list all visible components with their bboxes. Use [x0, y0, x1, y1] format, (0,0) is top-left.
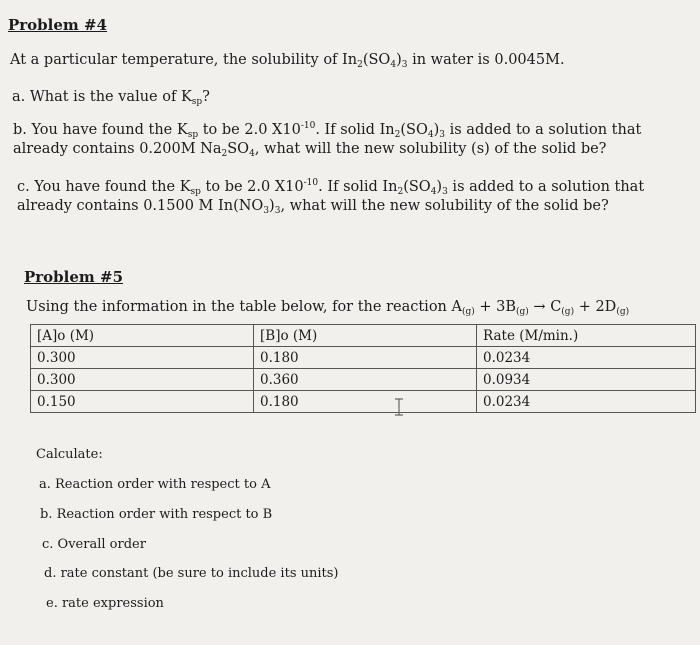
calc-item-b: b. Reaction order with respect to B	[40, 507, 273, 522]
table-cell: 0.150	[31, 391, 254, 413]
calc-item-c: c. Overall order	[42, 537, 146, 552]
table-cell: 0.0234	[477, 391, 696, 413]
problem4-question-b-line2: already contains 0.200M $Na_2SO_4$, what will the new solubility (s) of the solid be?	[13, 141, 607, 159]
table-cell: 0.180	[254, 391, 477, 413]
problem5-title: Problem #5	[24, 268, 124, 286]
table-cell: 0.180	[254, 347, 477, 369]
table-header-rate: Rate (M/min.)	[477, 325, 696, 347]
table-row	[31, 369, 696, 391]
table-row	[31, 347, 696, 369]
text-cursor-icon	[392, 398, 406, 416]
table-cell: 0.300	[31, 347, 254, 369]
problem4-question-a: a. What is the value of $K_{sp}$?	[12, 89, 210, 107]
table-header-b: [B]o (M)	[254, 325, 477, 347]
problem4-question-c-line1: c. You have found the $K_{sp}$ to be 2.0 $X10^{-10}$. If solid $In_2(SO_4)_3$ is added to a solution that	[17, 178, 645, 197]
table-row	[31, 391, 696, 413]
rate-data-table	[30, 324, 696, 413]
problem5-intro: Using the information in the table below, for the reaction $A_{(g)} + 3B_{(g)} \to C_{(g)} + 2D_{(g)}$	[26, 299, 630, 317]
table-cell: 0.0234	[477, 347, 696, 369]
problem4-intro: At a particular temperature, the solubility of $In_2(SO_4)_3$ in water is 0.0045M.	[10, 52, 565, 70]
problem4-title: Problem #4	[8, 16, 108, 34]
table-cell: 0.360	[254, 369, 477, 391]
calculate-label: Calculate:	[36, 447, 103, 462]
table-cell: 0.0934	[477, 369, 696, 391]
table-header-row	[31, 325, 696, 347]
table-cell: 0.300	[31, 369, 254, 391]
problem4-question-c-line2: already contains 0.1500 M $In(NO_3)_3$, what will the new solubility of the solid be?	[17, 198, 609, 216]
calc-item-a: a. Reaction order with respect to A	[39, 477, 271, 492]
calc-item-e: e. rate expression	[46, 596, 164, 611]
table-header-a: [A]o (M)	[31, 325, 254, 347]
calc-item-d: d. rate constant (be sure to include its units)	[44, 566, 339, 581]
problem4-question-b-line1: b. You have found the $K_{sp}$ to be 2.0 $X10^{-10}$. If solid $In_2(SO_4)_3$ is added to a solution that	[13, 121, 642, 140]
